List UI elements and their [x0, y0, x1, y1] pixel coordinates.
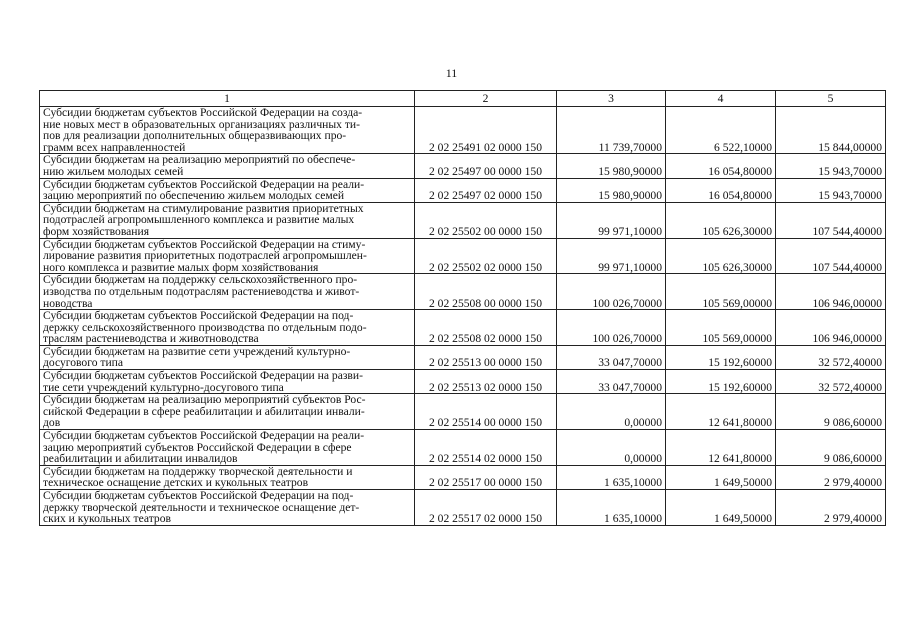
cell-value-col3: 0,00000: [557, 394, 666, 430]
description-line: изводства по отдельным подотраслям растениеводства и живот-: [43, 284, 360, 298]
description-line: дов: [43, 416, 61, 430]
cell-description: [40, 310, 415, 346]
description-line: Субсидии бюджетам субъектов Российской Федерации на под-: [43, 489, 354, 502]
description-line: техническое оснащение детских и кукольных театров: [43, 476, 309, 490]
cell-description: [40, 202, 415, 238]
cell-value-col5: 15 943,70000: [776, 178, 886, 202]
cell-code: 2 02 25514 00 0000 150: [415, 394, 557, 430]
description-line: тие сети учреждений культурно-досугового типа: [43, 380, 284, 394]
cell-value-col3: 15 980,90000: [557, 178, 666, 202]
cell-description: [40, 238, 415, 274]
table-row: [40, 394, 886, 430]
cell-value-col5: 2 979,40000: [776, 490, 886, 526]
description-line: Субсидии бюджетам на реализацию мероприятий субъектов Рос-: [43, 393, 366, 407]
cell-code: 2 02 25513 02 0000 150: [415, 370, 557, 394]
cell-code: 2 02 25497 02 0000 150: [415, 178, 557, 202]
description-line: держку творческой деятельности и техническое оснащение дет-: [43, 500, 360, 514]
table-row: [40, 154, 886, 178]
description-line: подотраслей агропромышленного комплекса и развитие малых: [43, 213, 355, 227]
cell-code: 2 02 25508 00 0000 150: [415, 274, 557, 310]
cell-value-col5: 107 544,40000: [776, 238, 886, 274]
description-line: Субсидии бюджетам субъектов Российской Федерации на под-: [43, 309, 354, 323]
cell-code: 2 02 25502 00 0000 150: [415, 202, 557, 238]
description-line: лирование развития приоритетных подотраслей агропромышлен-: [43, 249, 367, 263]
column-header: 1: [40, 91, 415, 107]
cell-value-col4: 12 641,80000: [666, 394, 776, 430]
description-line: ного комплекса и развитие малых форм хозяйствования: [43, 260, 319, 274]
description-line: сийской Федерации в сфере реабилитации и абилитации инвали-: [43, 404, 365, 418]
cell-value-col5: 107 544,40000: [776, 202, 886, 238]
cell-value-col4: 16 054,80000: [666, 154, 776, 178]
table-row: [40, 490, 886, 526]
description-line: досугового типа: [43, 356, 124, 370]
cell-value-col4: 105 626,30000: [666, 202, 776, 238]
cell-value-col4: 1 649,50000: [666, 465, 776, 489]
description-line: зацию мероприятий по обеспечению жильем молодых семей: [43, 189, 345, 203]
description-line: нию жильем молодых семей: [43, 164, 184, 178]
cell-code: 2 02 25517 02 0000 150: [415, 490, 557, 526]
cell-description: [40, 154, 415, 178]
cell-description: [40, 430, 415, 466]
description-line: форм хозяйствования: [43, 224, 150, 238]
cell-value-col5: 106 946,00000: [776, 310, 886, 346]
table-body: [40, 107, 886, 526]
cell-value-col3: 33 047,70000: [557, 345, 666, 369]
cell-value-col3: 1 635,10000: [557, 465, 666, 489]
table-row: [40, 202, 886, 238]
column-header: 2: [415, 91, 557, 107]
description-line: Субсидии бюджетам субъектов Российской Федерации на разви-: [43, 369, 363, 383]
column-header: 4: [666, 91, 776, 107]
table-row: [40, 178, 886, 202]
description-line: Субсидии бюджетам субъектов Российской Федерации на реали-: [43, 429, 365, 443]
cell-value-col4: 105 569,00000: [666, 310, 776, 346]
description-line: Субсидии бюджетам на поддержку сельскохозяйственного про-: [43, 273, 358, 287]
cell-value-col5: 32 572,40000: [776, 345, 886, 369]
cell-value-col5: 15 844,00000: [776, 107, 886, 154]
description-line: зацию мероприятий субъектов Российской Федерации в сфере: [43, 440, 352, 454]
cell-value-col5: 32 572,40000: [776, 370, 886, 394]
cell-code: 2 02 25517 00 0000 150: [415, 465, 557, 489]
cell-code: 2 02 25514 02 0000 150: [415, 430, 557, 466]
column-header: 5: [776, 91, 886, 107]
description-line: Субсидии бюджетам на реализацию мероприятий по обеспече-: [43, 153, 356, 167]
table-row: [40, 238, 886, 274]
cell-value-col3: 99 971,10000: [557, 238, 666, 274]
description-line: ние новых мест в образовательных организациях различных ти-: [43, 117, 360, 131]
description-line: Субсидии бюджетам субъектов Российской Федерации на реали-: [43, 177, 365, 191]
cell-value-col4: 12 641,80000: [666, 430, 776, 466]
cell-value-col3: 99 971,10000: [557, 202, 666, 238]
cell-value-col5: 9 086,60000: [776, 394, 886, 430]
description-line: грамм всех направленностей: [43, 140, 186, 154]
description-line: держку сельскохозяйственного производства по отдельным подо-: [43, 320, 367, 334]
cell-description: [40, 274, 415, 310]
cell-value-col3: 11 739,70000: [557, 107, 666, 154]
table-row: [40, 465, 886, 489]
table-row: [40, 430, 886, 466]
cell-value-col5: 9 086,60000: [776, 430, 886, 466]
cell-description: [40, 394, 415, 430]
description-line: реабилитации и абилитации инвалидов: [43, 452, 238, 466]
cell-description: [40, 345, 415, 369]
table-header-row: [40, 91, 886, 107]
table-row: [40, 107, 886, 154]
table-row: [40, 345, 886, 369]
cell-code: 2 02 25513 00 0000 150: [415, 345, 557, 369]
description-line: траслям растениеводства и животноводства: [43, 332, 259, 346]
table-row: [40, 370, 886, 394]
cell-value-col4: 15 192,60000: [666, 345, 776, 369]
cell-value-col4: 15 192,60000: [666, 370, 776, 394]
description-line: новодства: [43, 296, 93, 310]
cell-value-col4: 6 522,10000: [666, 107, 776, 154]
page-number: 11: [445, 66, 458, 80]
cell-value-col4: 1 649,50000: [666, 490, 776, 526]
cell-value-col5: 2 979,40000: [776, 465, 886, 489]
description-line: Субсидии бюджетам субъектов Российской Федерации на стиму-: [43, 237, 366, 251]
description-line: Субсидии бюджетам на развитие сети учреждений культурно-: [43, 344, 351, 358]
description-line: ских и кукольных театров: [43, 512, 171, 526]
cell-code: 2 02 25491 02 0000 150: [415, 107, 557, 154]
cell-value-col3: 0,00000: [557, 430, 666, 466]
cell-description: [40, 465, 415, 489]
cell-description: [40, 178, 415, 202]
description-line: Субсидии бюджетам субъектов Российской Федерации на созда-: [43, 106, 363, 119]
cell-code: 2 02 25508 02 0000 150: [415, 310, 557, 346]
subsidies-table: [39, 90, 886, 526]
cell-description: [40, 107, 415, 154]
cell-value-col4: 16 054,80000: [666, 178, 776, 202]
cell-code: 2 02 25497 00 0000 150: [415, 154, 557, 178]
cell-code: 2 02 25502 02 0000 150: [415, 238, 557, 274]
cell-value-col5: 106 946,00000: [776, 274, 886, 310]
cell-value-col3: 1 635,10000: [557, 490, 666, 526]
description-line: Субсидии бюджетам на стимулирование развития приоритетных: [43, 201, 364, 215]
cell-value-col4: 105 626,30000: [666, 238, 776, 274]
column-header: 3: [557, 91, 666, 107]
cell-value-col3: 100 026,70000: [557, 310, 666, 346]
cell-value-col4: 105 569,00000: [666, 274, 776, 310]
cell-value-col3: 33 047,70000: [557, 370, 666, 394]
cell-description: [40, 370, 415, 394]
table-row: [40, 274, 886, 310]
cell-value-col3: 100 026,70000: [557, 274, 666, 310]
cell-value-col5: 15 943,70000: [776, 154, 886, 178]
table-row: [40, 310, 886, 346]
description-line: пов для реализации дополнительных общеразвивающих про-: [43, 129, 347, 143]
cell-value-col3: 15 980,90000: [557, 154, 666, 178]
cell-description: [40, 490, 415, 526]
description-line: Субсидии бюджетам на поддержку творческой деятельности и: [43, 464, 353, 478]
